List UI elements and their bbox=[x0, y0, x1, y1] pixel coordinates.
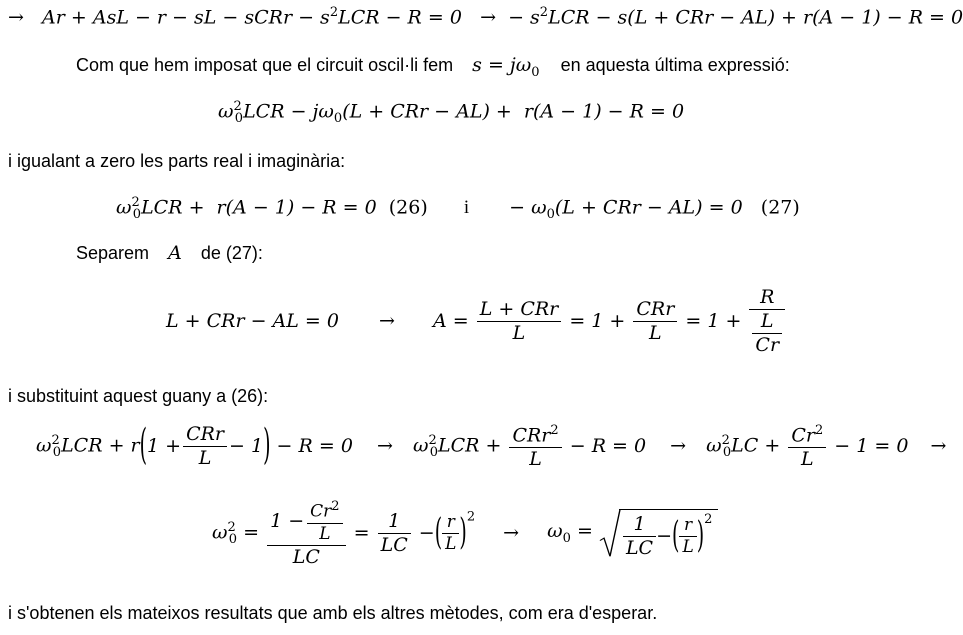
equation-line-1: → Ar + AsL − r − sL − sCRr − $s^2LCR - R = 0$ → − $s^2LCR - s(L$ + CRr − AL) + r(A − 1) − R = 0 bbox=[8, 5, 963, 29]
fraction-r-over-l-over-cr: $\frac{R}{\frac{L}{Cr}}$ bbox=[749, 288, 785, 355]
paragraph-text-suffix: en aquesta última expressió: bbox=[560, 55, 790, 75]
paragraph-text-prefix: Separem bbox=[76, 243, 150, 263]
paragraph-equate-parts: i igualant a zero les parts real i imaginària: bbox=[8, 151, 346, 171]
equation-tag-27: (27) bbox=[760, 196, 800, 219]
equation-tag-26: (26) bbox=[388, 196, 428, 219]
equation-complex-form: $\omega^2_0LCR - j\omega_0(L$ + CRr − AL) + r(A − 1) − R = 0 bbox=[218, 99, 685, 127]
inline-math-a: A bbox=[168, 242, 182, 264]
paragraph-conclusion: i s'obtenen els mateixos resultats que amb els altres mètodes, com era d'esperar. bbox=[8, 603, 658, 623]
fraction-crr-over-l: $\frac{\text{CRr}}{L}$ bbox=[183, 425, 227, 468]
equation-substitution-chain: $\omega^2_0LCR + r(1$ + $\frac{\text{CRr}}{L}$ − $1) - R = 0 \to \omega^2_0LCR$ + $\frac{CRr^2}{L}$ − $R = 0 \to \omega^2_0LC$ + $\frac{Cr^2}{L}$ − 1 = 0 → bbox=[36, 421, 947, 471]
square-root: $\frac{1}{LC}$ −( $\frac{r}{L}$ )$^2$ bbox=[599, 509, 719, 558]
fraction-cr2-over-l: $\frac{Cr^2}{L}$ bbox=[788, 424, 826, 469]
inline-math-s-equals-jw0: $s = j\omega_0$ bbox=[472, 54, 540, 80]
fraction-l-plus-crr-over-l: $\frac{\text{L + CRr}}{L}$ bbox=[477, 300, 562, 343]
equation-omega-result: $\omega^2_0$ = 1 − $\frac{Cr^2}{L}$ LC = $\frac{1}{LC}$ −( $\frac{r}{L}$ )$^2 \to \omega_0$ = $\frac{1}{LC}$ −( $\frac{r}{L}$ )$^2$ bbox=[212, 500, 718, 567]
fraction-one-over-lc: $\frac{1}{LC}$ bbox=[378, 512, 411, 555]
fraction-crr-over-l: $\frac{\text{CRr}}{L}$ bbox=[633, 300, 677, 343]
paragraph-separate-a bbox=[76, 244, 263, 263]
paragraph-text-suffix: de (27): bbox=[200, 243, 263, 263]
paragraph-substitute-gain: i substituint aquest guany a (26): bbox=[8, 386, 269, 406]
radical-sign-icon bbox=[599, 509, 621, 558]
fraction-crr2-over-l: $\frac{CRr^2}{L}$ bbox=[509, 424, 561, 469]
equation-solve-a: L + CRr − AL = 0 → A = $\frac{\text{L + CRr}}{L}$ = 1 + $\frac{\text{CRr}}{L}$ = 1 + $\frac{R}{\frac{L}{Cr}}$ bbox=[166, 288, 787, 355]
paragraph-text-prefix: Com que hem imposat que el circuit oscil·li fem bbox=[76, 55, 454, 75]
fraction-omega-squared: 1 − $\frac{Cr^2}{L}$ LC bbox=[267, 500, 345, 567]
conjunction-i: i bbox=[463, 197, 470, 219]
paragraph-oscillation-condition bbox=[76, 56, 790, 79]
equation-real-imag-parts: $\omega^2_0LCR + r(A - 1) - R = 0$ (26) $i - \omega_0(L$ + CRr − AL) = 0 (27) bbox=[116, 195, 800, 223]
